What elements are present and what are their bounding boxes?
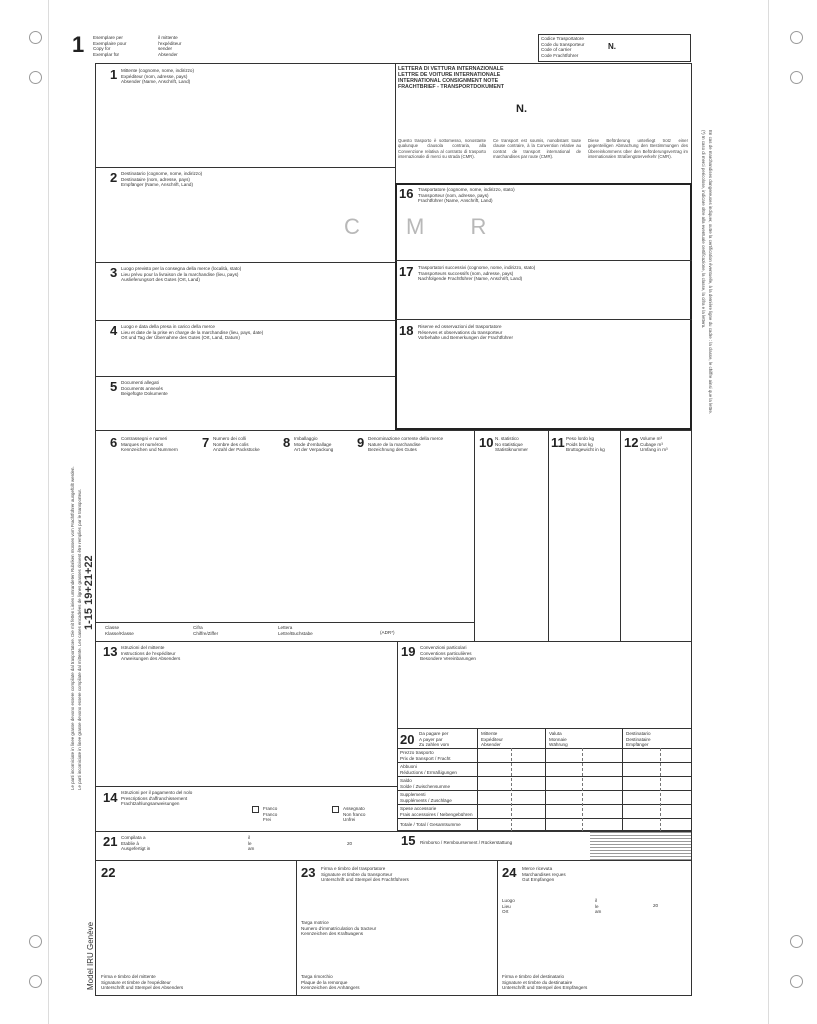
field-11-gross-weight[interactable] [550, 458, 618, 638]
field-19-special-agreements[interactable] [400, 665, 690, 725]
field-6-number: 6 [110, 435, 118, 450]
punch-hole [790, 71, 803, 84]
field-4-label: Luogo e data della presa in carico della merce Lieu et date de la prise en charge de la marchandise (lieu, pays, date) Ort und Tag der Übernahme des Gutes (Ort, Land, Datum) [121, 324, 264, 341]
carrier-code-number: N. [608, 42, 616, 51]
punch-hole [29, 935, 42, 948]
right-sidebar-note: (*) In caso di merci pericolose, indicare oltre alla eventuale certificazione, la classe, la cifra e la lettera. [701, 130, 706, 329]
punch-hole [790, 31, 803, 44]
field-13-sender-instructions[interactable] [97, 665, 395, 783]
class-label: Classe Klasse/Klasse [105, 625, 134, 636]
field-15-label: Rimborso / Remboursement / Rückerstattung [420, 840, 513, 845]
field-9-number: 9 [357, 435, 365, 450]
field-1-label: Mittente (cognome, nome, indirizzo) Expéditeur (nom, adresse, pays) Absender (Name, Anschrift, Land) [121, 68, 195, 85]
field-3-label: Luogo previsto per la consegna della merce (località, stato) Lieu prévu pour la livraison de la marchandise (lieu, pays) Auslieferungsort des Gutes (Ort, Land) [121, 266, 242, 283]
field-24-number: 24 [502, 865, 517, 880]
field-23-number: 23 [301, 865, 316, 880]
left-perforation-strip [0, 0, 49, 1024]
field-21-label: Compilata a Etablie à Ausgefertigt in [121, 835, 151, 852]
copy-for-labels: Esemplare per Exemplaire pour Copy for Exemplar für [93, 35, 127, 57]
field-12-label: Volume m³ Cubage m³ Umfang in m³ [640, 436, 668, 453]
f20-col-sender: Mittente Expéditeur Absender [481, 731, 503, 748]
punch-hole [29, 71, 42, 84]
field-19-number: 19 [401, 644, 416, 659]
field-17-number: 17 [399, 264, 414, 279]
field-24-date-label: il le am [595, 898, 602, 915]
right-sidebar-note-2: En cas de marchandises dangereuses indiquer, outre la certification éventuelle, à la dernière ligne du cadre : la classe, le chiffre ainsi que la lettre. [708, 130, 713, 415]
field-16-number: 16 [399, 186, 414, 201]
field-18-number: 18 [399, 323, 414, 338]
field-23-trailer-plate: Targa rimorchio Plaque de la remorque Kennzeichen des Anhängers [301, 974, 360, 991]
punch-hole [29, 975, 42, 988]
field-1-sender[interactable] [97, 90, 393, 165]
field-13-number: 13 [103, 644, 118, 659]
field-19-label: Convenzioni particolari Conventions particulières Besondere Vereinbarungen [420, 645, 476, 662]
field-1-number: 1 [110, 67, 118, 82]
field-8-number: 8 [283, 435, 291, 450]
field-22-label: Firma e timbro del mittente Signature et timbre de l'expéditeur Unterschrift und Stempel des Absenders [101, 974, 184, 991]
figure-label: Cifra Chiffre/Ziffer [193, 625, 219, 636]
f20-row-carriage: Prezzo trasporto Prix de transport / Fracht [400, 750, 451, 761]
copy-recipient: il mittente l'expéditeur sender Absender [158, 35, 182, 57]
field-14-label: Istruzioni per il pagamento del nolo Prescriptions d'affranchissement Frachtzahlungsanweisungen [121, 790, 193, 807]
goods-description-area[interactable] [97, 458, 472, 618]
left-sidebar-note-2: Le parti incorniciate in linee grasse devono essere compilate dal mittente. Les cases encadrées de lignes grasses doivent être remplies par le transporteur. [77, 489, 82, 790]
field-13-label: Istruzioni del mittente Instructions de l'expéditeur Anweisungen des Absenders [121, 645, 181, 662]
adr-label: (ADR*) [380, 630, 395, 635]
field-2-number: 2 [110, 170, 118, 185]
field-18-carrier-reservations[interactable] [398, 343, 688, 427]
field-3-delivery-place[interactable] [97, 286, 393, 318]
document-number: N. [516, 103, 527, 115]
field-24-consignee-signature[interactable] [500, 918, 690, 972]
field-23-label: Firma e timbro del trasportatore Signature et timbre du transporteur Unterschrift und Stempel des Frachtführers [321, 866, 409, 883]
field-11-label: Peso lordo kg Poids brut kg Bruttogewicht in kg [566, 436, 605, 453]
field-17-label: Trasportatori successivi (cognome, nome, indirizzo, stato) Transporteurs successifs (nom, adresse, pays) Nachfolgende Frachtführer (Name, Anschrift, Land) [418, 265, 536, 282]
field-7-label: Numero dei colli Nombre des colis Anzahl der Packstücke [213, 436, 260, 453]
field-21-number: 21 [103, 834, 118, 849]
field-21-year: 20 [347, 841, 353, 846]
field-7-number: 7 [202, 435, 210, 450]
field-12-volume[interactable] [622, 458, 690, 638]
field-16-label: Trasportatore (cognome, nome, indirizzo, stato) Transporteur (nom, adresse, pays) Frachtführer (Name, Anschrift, Land) [418, 187, 515, 204]
convention-text-fr: Ce transport est soumis, nonobstant toute clause contraire, à la Convention relative au contrat de transport international de marchandises par route (CMR). [493, 138, 581, 160]
field-8-label: Imballaggio Mode d'emballage Art der Verpackung [294, 436, 334, 453]
field-24-year: 20 [653, 903, 659, 908]
field-4-takeover-place[interactable] [97, 344, 393, 374]
model-label: Model IRU Genève [86, 921, 95, 990]
field-10-label: N. statistico No statistique Statistiknummer [495, 436, 528, 453]
field-20-label: Da pagare per A payer par Zu zahlen vom [419, 731, 450, 748]
copy-number: 1 [72, 32, 85, 57]
field-10-statistical-number[interactable] [476, 458, 546, 638]
f20-col-consignee: Destinatario Destinataire Empfänger [626, 731, 651, 748]
field-21-date-label: il le am [248, 835, 255, 852]
field-12-number: 12 [624, 435, 639, 450]
field-24-signature-label: Firma e timbro del destinatario Signature et timbre du destinataire Unterschrift und Stempel des Empfängers [502, 974, 588, 991]
field-22-number: 22 [101, 865, 116, 880]
f20-row-additional: Spese accessorie Frais accessoires / Nebengebühren [400, 806, 473, 817]
letter-label: Lettera Lettre/Buchstabe [278, 625, 313, 636]
carrier-code-label: Codice Trasportatore Code du transporteur Code of carrier Code Frachtführer [541, 36, 585, 58]
field-11-number: 11 [551, 435, 565, 450]
field-24-label: Merce ricevuta Marchandises reçues Gut Empfangen [522, 866, 566, 883]
f20-row-supplements: Supplementi Suppléments / Zuschläge [400, 792, 452, 803]
field-20-number: 20 [400, 732, 415, 747]
field-23-carrier-signature[interactable] [299, 885, 495, 918]
field-23-tractor-plate: Targa motrice Numero d'immatriculation du tracteur Kennzeichen des Kraftwagens [301, 920, 377, 937]
field-15-hatched-area [590, 832, 691, 860]
assegnato-checkbox[interactable] [332, 806, 339, 813]
field-5-label: Documenti allegati Documents annexés Beigefügte Dokumente [121, 380, 168, 397]
left-sidebar-copy-fields: 1-15 19+21+22 [83, 555, 95, 630]
field-3-number: 3 [110, 265, 118, 280]
field-18-label: Riserve ed osservazioni del trasportatore Réserves et observations du transporteur Vorbehalte und Bemerkungen der Frachtführer [418, 324, 513, 341]
field-2-label: Destinatario (cognome, nome, indirizzo) Destinataire (nom, adresse, pays) Empfänger (Name, Anschrift, Land) [121, 171, 203, 188]
field-10-number: 10 [479, 435, 494, 450]
franco-label: Franco Franco Frei [263, 806, 278, 823]
field-5-number: 5 [110, 379, 118, 394]
f20-row-balance: Saldo Solde / Zwischensumme [400, 778, 451, 789]
punch-hole [790, 935, 803, 948]
cmr-watermark: C M R [344, 214, 507, 239]
franco-checkbox[interactable] [252, 806, 259, 813]
field-9-label: Denominazione corrente della merce Nature de la marchandise Bezeichnung des Gutes [368, 436, 444, 453]
assegnato-label: Assegnato Non franco Unfrei [343, 806, 366, 823]
field-17-successive-carriers[interactable] [398, 284, 688, 317]
field-22-sender-signature[interactable] [97, 882, 294, 972]
f20-row-total: Totale / Total / Gesamtsumme [400, 822, 461, 827]
punch-hole [29, 31, 42, 44]
convention-text-it: Questo trasporto è sottomesso, nonostante qualunque clausola contraria, alla Convenzione relativa al contratto di trasporto internazionale di merci su strada (CMR). [398, 138, 486, 160]
field-15-number: 15 [401, 833, 416, 848]
field-14-number: 14 [103, 790, 118, 805]
left-sidebar-note: Le parti incorniciate in linee grasse devono essere compilate dal trasportatore. Die mit fetten Linien umrandeten Rubriken müssen vom Frachtführer ausgefüllt werden. [70, 466, 75, 790]
f20-row-reductions: Abbuoni Réductions / Ermäßigungen [400, 764, 457, 775]
field-6-label: Contrassegni e numeri Marques et numéros Kennzeichen und Nummern [121, 436, 178, 453]
title-block: LETTERA DI VETTURA INTERNAZIONALE LETTRE DE VOITURE INTERNATIONALE INTERNATIONAL CONSIGNMENT NOTE FRACHTBRIEF - TRANSPORTDOKUMENT [398, 66, 504, 90]
right-perforation-strip [768, 0, 817, 1024]
field-24-place: Luogo Lieu Ort [502, 898, 515, 915]
convention-text-de: Diese Beförderung unterliegt trotz einer gegenteiligen Abmachung den Bestimmungen des Übereinkommens über den Beförderungsvertrag im internationalen Straßengüterverkehr (CMR). [588, 138, 688, 160]
punch-hole [790, 975, 803, 988]
field-16-carrier[interactable] [398, 206, 688, 258]
f20-col-currency: Valuta Monnaie Währung [549, 731, 568, 748]
field-5-documents[interactable] [97, 398, 393, 428]
field-4-number: 4 [110, 323, 118, 338]
